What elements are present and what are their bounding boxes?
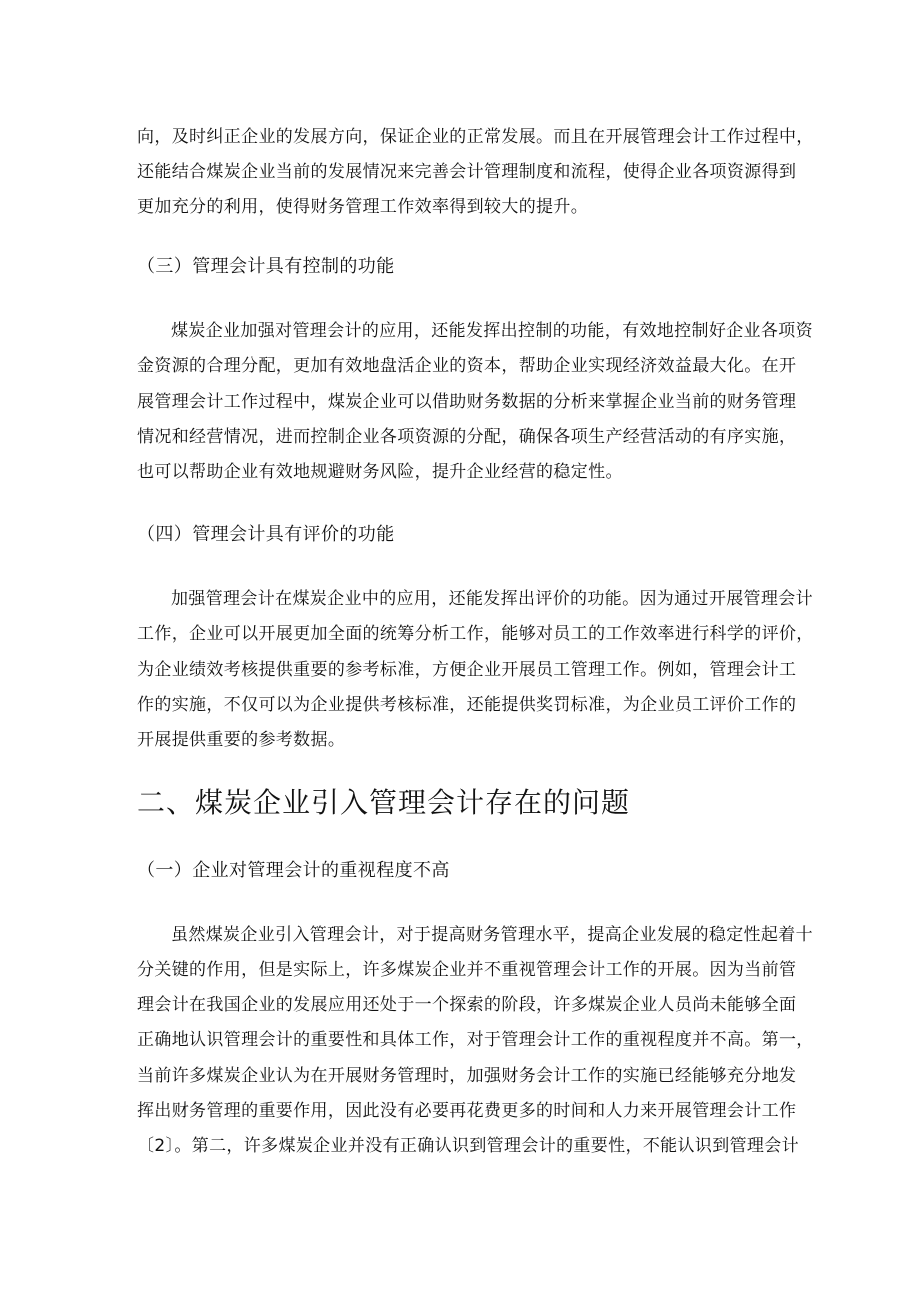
- paragraph-line: 作的实施，不仅可以为企业提供考核标准，还能提供奖罚标准，为企业员工评价工作的: [137, 695, 797, 715]
- paragraph-line: 加强管理会计在煤炭企业中的应用，还能发挥出评价的功能。因为通过开展管理会计: [171, 589, 813, 609]
- paragraph-line: 更加充分的利用，使得财务管理工作效率得到较大的提升。: [137, 197, 589, 217]
- paragraph-line: 正确地认识管理会计的重要性和具体工作，对于管理会计工作的重视程度并不高。第一，: [137, 1030, 814, 1050]
- paragraph-line: 当前许多煤炭企业认为在开展财务管理时，加强财务会计工作的实施已经能够充分地发: [137, 1066, 797, 1086]
- paragraph-line: 分关键的作用，但是实际上，许多煤炭企业并不重视管理会计工作的开展。因为当前管: [137, 960, 797, 980]
- paragraph-line: 金资源的合理分配，更加有效地盘活企业的资本，帮助企业实现经济效益最大化。在开: [137, 356, 797, 376]
- paragraph-line: 也可以帮助企业有效地规避财务风险，提升企业经营的稳定性。: [137, 462, 623, 482]
- paragraph-line: 开展提供重要的参考数据。: [137, 730, 346, 750]
- subheading-control-function: （三）管理会计具有控制的功能: [137, 256, 395, 277]
- paragraph-line: 向，及时纠正企业的发展方向，保证企业的正常发展。而且在开展管理会计工作过程中，: [137, 127, 814, 147]
- paragraph-line: 理会计在我国企业的发展应用还处于一个探索的阶段，许多煤炭企业人员尚未能够全面: [137, 995, 797, 1015]
- subheading-evaluation-function: （四）管理会计具有评价的功能: [137, 524, 395, 545]
- paragraph-line: 为企业绩效考核提供重要的参考标准，方便企业开展员工管理工作。例如，管理会计工: [137, 660, 797, 680]
- paragraph-line: 情况和经营情况，进而控制企业各项资源的分配，确保各项生产经营活动的有序实施，: [137, 427, 797, 447]
- section-title: 二、煤炭企业引入管理会计存在的问题: [137, 786, 631, 819]
- paragraph-line: 工作，企业可以开展更加全面的统筹分析工作，能够对员工的工作效率进行科学的评价，: [137, 624, 814, 644]
- paragraph-line: 煤炭企业加强对管理会计的应用，还能发挥出控制的功能，有效地控制好企业各项资: [171, 321, 813, 341]
- paragraph-line: 挥出财务管理的重要作用，因此没有必要再花费更多的时间和人力来开展管理会计工作: [137, 1101, 797, 1121]
- paragraph-line: 还能结合煤炭企业当前的发展情况来完善会计管理制度和流程，使得企业各项资源得到: [137, 162, 797, 182]
- subheading-low-attention: （一）企业对管理会计的重视程度不高: [137, 860, 450, 881]
- paragraph-line: 虽然煤炭企业引入管理会计，对于提高财务管理水平，提高企业发展的稳定性起着十: [171, 925, 813, 945]
- paragraph-line: 〔2〕。第二，许多煤炭企业并没有正确认识到管理会计的重要性，不能认识到管理会计: [137, 1136, 799, 1156]
- paragraph-line: 展管理会计工作过程中，煤炭企业可以借助财务数据的分析来掌握企业当前的财务管理: [137, 392, 797, 412]
